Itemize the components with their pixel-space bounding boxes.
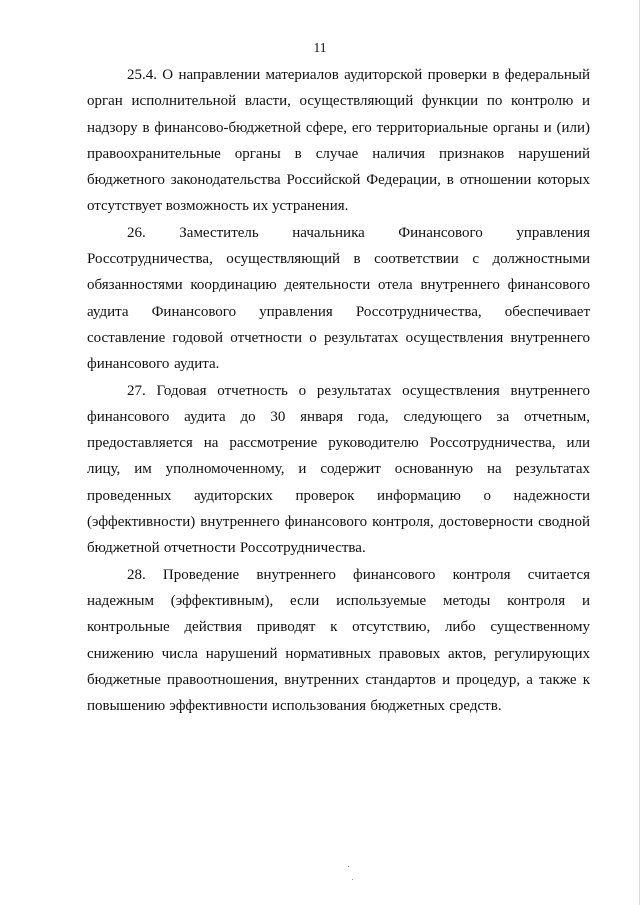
paragraph-25-4: 25.4. О направлении материалов аудиторской проверки в федеральный орган исполнительной власти, осуществляющий функции по контролю и надзору в финансово-бюджетной сфере, его территориальные органы и (или) правоохранительные органы в случае наличия признаков нарушений бюджетного законодательства Российской Федерации, в отношении которых отсутствует возможность их устранения. xyxy=(87,67,590,215)
paragraph-26: 26. Заместитель начальника Финансового управления Россотрудничества, осуществляющий в соответствии с должностными обязанностями координацию деятельности отела внутреннего финансового аудита Финансового управления Россотрудничества, обеспечивает составление годовой отчетности о результатах осуществления внутреннего финансового аудита. xyxy=(87,224,590,373)
page-number: 11 xyxy=(313,40,327,55)
document-body xyxy=(87,62,590,719)
paragraph-28: 28. Проведение внутреннего финансового контроля считается надежным (эффективным), если используемые методы контроля и контрольные действия приводят к отсутствию, либо существенному снижению числа нарушений нормативных правовых актов, регулирующих бюджетные правоотношения, внутренних стандартов и процедур, а также к повышению эффективности использования бюджетных средств. xyxy=(87,566,590,715)
scan-speck xyxy=(348,866,349,867)
scan-speck xyxy=(352,879,353,880)
paragraph-27: 27. Годовая отчетность о результатах осуществления внутреннего финансового аудита до 30 января года, следующего за отчетным, предоставляется на рассмотрение руководителю Россотрудничества, или лицу, им уполномоченному, и содержит основанную на результатах проведенных аудиторских проверок информацию о надежности (эффективности) внутреннего финансового контроля, достоверности сводной бюджетной отчетности Россотрудничества. xyxy=(87,382,590,557)
